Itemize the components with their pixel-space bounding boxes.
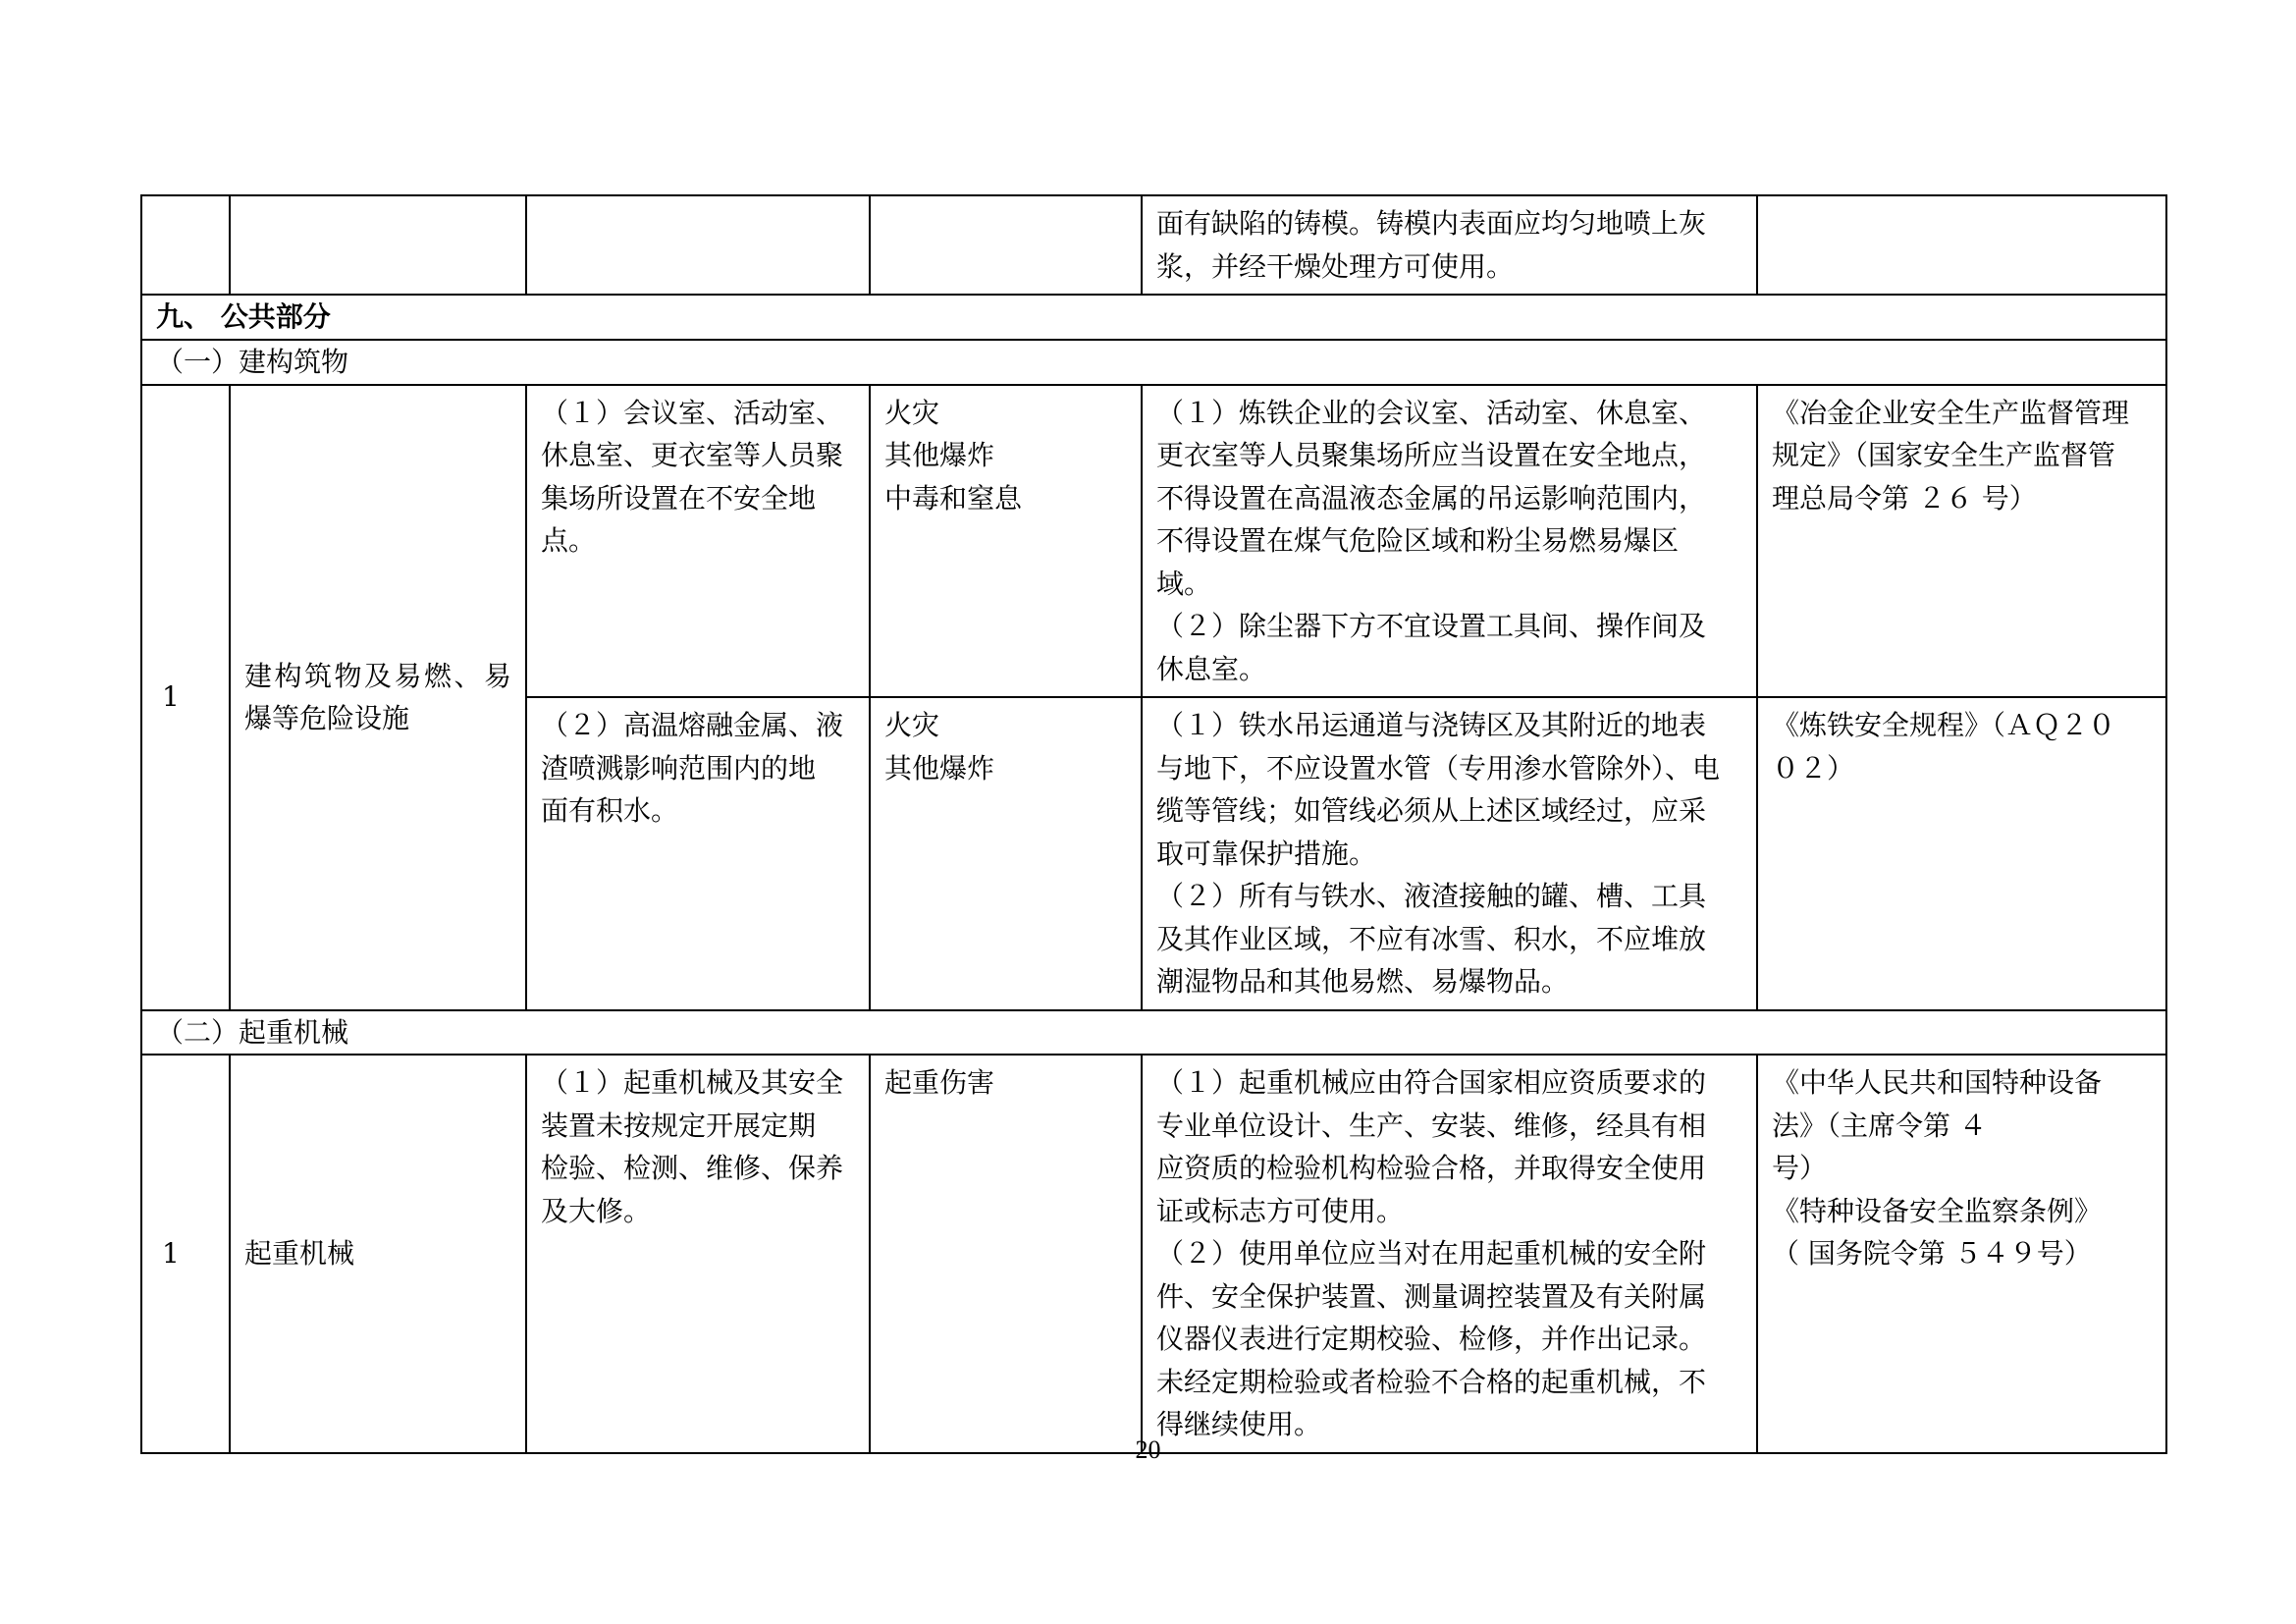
subsection-heading-row (141, 1010, 2166, 1056)
measure-line: 应资质的检验机构检验合格，并取得安全使用 (1156, 1152, 1707, 1184)
category-cell: 建构筑物及易燃、易爆等危险设施 (230, 385, 526, 1010)
hazard-cell (526, 195, 870, 295)
accident-type: 中毒和窒息 (884, 481, 1023, 514)
measure-line: 未经定期检验或者检验不合格的起重机械，不 (1156, 1365, 1707, 1398)
basis-cell (1757, 1055, 2166, 1453)
accident-type: 火灾 (884, 709, 940, 741)
accident-type: 起重伤害 (884, 1066, 995, 1099)
measure-line: （２）所有与铁水、液渣接触的罐、槽、工具 (1156, 880, 1707, 912)
measure-line: 域。 (1156, 567, 1212, 600)
basis-line: ０２） (1772, 751, 1855, 785)
hazard-line: 检验、检测、维修、保养 (541, 1152, 844, 1184)
hazard-line: 面有积水。 (541, 794, 679, 827)
measure-line: 休息室。 (1156, 652, 1267, 685)
measure-line: 更衣室等人员聚集场所应当设置在安全地点， (1156, 439, 1707, 471)
hazard-line: 装置未按规定开展定期 (541, 1109, 817, 1142)
hazard-line: （１）起重机械及其安全 (541, 1066, 844, 1099)
measure-line: 潮湿物品和其他易燃、易爆物品。 (1156, 965, 1570, 998)
category-cell (230, 195, 526, 295)
table-row (141, 385, 2166, 698)
hazard-line: 点。 (541, 524, 597, 557)
basis-line: 法》（主席令第 ４ (1772, 1109, 1987, 1142)
measure-line: 及其作业区域，不应有冰雪、积水，不应堆放 (1156, 922, 1707, 955)
accident-type-cell (870, 1055, 1142, 1453)
measure-line: 不得设置在高温液态金属的吊运影响范围内， (1156, 481, 1707, 514)
measure-line: 专业单位设计、生产、安装、维修，经具有相 (1156, 1109, 1707, 1142)
number-cell (141, 195, 230, 295)
safety-hazard-table (140, 194, 2167, 1454)
measure-line: 与地下，不应设置水管（专用渗水管除外）、电 (1156, 751, 1721, 785)
section-heading-row (141, 295, 2166, 340)
measure-cell (1142, 195, 1757, 295)
hazard-cell (526, 1055, 870, 1453)
hazard-line: （１）会议室、活动室、 (541, 396, 844, 429)
table-row (141, 1055, 2166, 1453)
basis-line: 《中华人民共和国特种设备 (1772, 1066, 2103, 1099)
measure-line: （２）使用单位应当对在用起重机械的安全附 (1156, 1237, 1707, 1270)
measure-line: 缆等管线；如管线必须从上述区域经过，应采 (1156, 794, 1707, 827)
measure-cell (1142, 385, 1757, 698)
measure-cell (1142, 1055, 1757, 1453)
hazard-line: 渣喷溅影响范围内的地 (541, 751, 817, 785)
measure-line: 浆，并经干燥处理方可使用。 (1156, 249, 1515, 283)
number-cell: 1 (141, 1055, 230, 1453)
subsection-title-buildings: （一）建构筑物 (141, 340, 2166, 385)
measure-line: 证或标志方可使用。 (1156, 1194, 1405, 1227)
measure-line: 得继续使用。 (1156, 1408, 1322, 1440)
hazard-cell (526, 697, 870, 1010)
basis-cell (1757, 385, 2166, 698)
measure-line: （１）炼铁企业的会议室、活动室、休息室、 (1156, 396, 1707, 429)
accident-type-cell (870, 697, 1142, 1010)
hazard-cell (526, 385, 870, 698)
measure-line: （２）除尘器下方不宜设置工具间、操作间及 (1156, 610, 1707, 642)
measure-line: 不得设置在煤气危险区域和粉尘易燃易爆区 (1156, 524, 1680, 557)
subsection-title-cranes: （二）起重机械 (141, 1010, 2166, 1056)
accident-type-cell (870, 195, 1142, 295)
category-cell: 起重机械 (230, 1055, 526, 1453)
measure-line: （１）起重机械应由符合国家相应资质要求的 (1156, 1066, 1707, 1099)
accident-type: 其他爆炸 (884, 751, 995, 785)
hazard-line: 及大修。 (541, 1194, 652, 1227)
basis-line: 《炼铁安全规程》（ＡＱ２０ (1772, 709, 2116, 741)
table-row-continued (141, 195, 2166, 295)
measure-line: （１）铁水吊运通道与浇铸区及其附近的地表 (1156, 709, 1707, 741)
section-title: 九、 公共部分 (141, 295, 2166, 340)
accident-type: 其他爆炸 (884, 439, 995, 471)
page-number: 20 (1135, 1435, 1161, 1464)
hazard-line: 休息室、更衣室等人员聚 (541, 439, 844, 471)
basis-cell (1757, 195, 2166, 295)
number-cell: 1 (141, 385, 230, 1010)
hazard-line: 集场所设置在不安全地 (541, 481, 817, 514)
measure-line: 件、安全保护装置、测量调控装置及有关附属 (1156, 1279, 1707, 1313)
subsection-heading-row (141, 340, 2166, 385)
basis-line: 规定》（国家安全生产监督管 (1772, 439, 2116, 471)
measure-cell (1142, 697, 1757, 1010)
basis-line: 《特种设备安全监察条例》 (1772, 1194, 2103, 1227)
basis-line: （ 国务院令第 ５４９号） (1772, 1237, 2092, 1270)
basis-line: 《冶金企业安全生产监督管理 (1772, 396, 2130, 429)
accident-type: 火灾 (884, 396, 940, 429)
measure-line: 取可靠保护措施。 (1156, 837, 1377, 870)
basis-cell (1757, 697, 2166, 1010)
accident-type-cell (870, 385, 1142, 698)
basis-line: 理总局令第 ２６ 号） (1772, 481, 2037, 514)
hazard-line: （２）高温熔融金属、液 (541, 709, 844, 741)
measure-line: 面有缺陷的铸模。铸模内表面应均匀地喷上灰 (1156, 207, 1707, 240)
basis-line: 号） (1772, 1152, 1828, 1184)
measure-line: 仪器仪表进行定期校验、检修，并作出记录。 (1156, 1323, 1707, 1355)
